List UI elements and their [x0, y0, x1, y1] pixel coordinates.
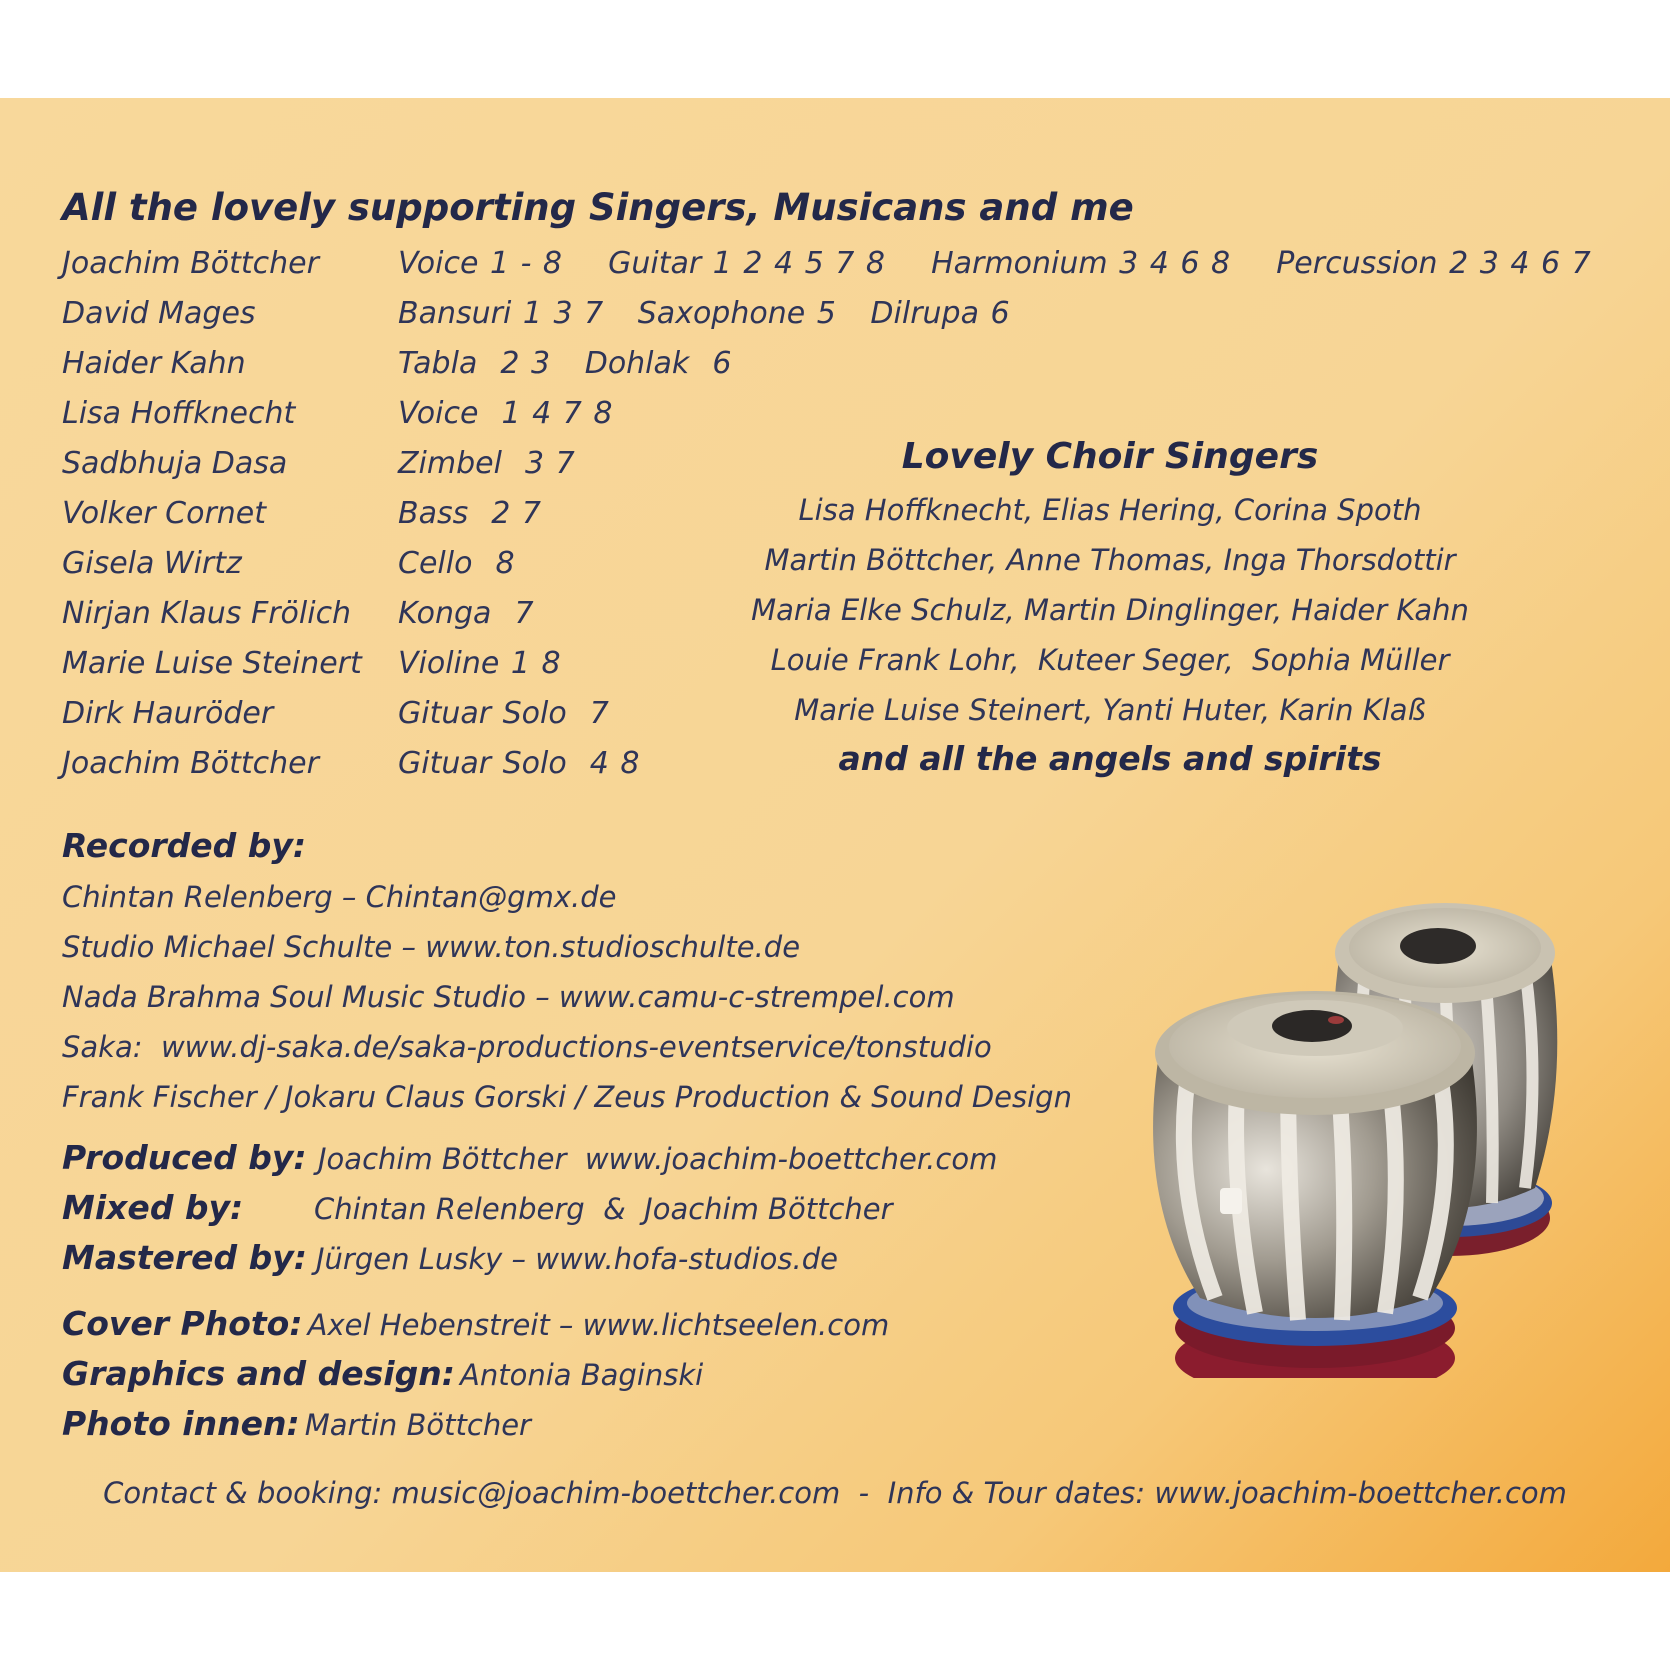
musician-name: Lisa Hoffknecht — [62, 396, 296, 431]
choir-line: Marie Luise Steinert, Yanti Huter, Karin Klaß — [794, 693, 1426, 727]
musician-row — [0, 246, 1670, 296]
tabla-drums-image — [1120, 858, 1590, 1378]
cd-booklet-panel — [0, 98, 1670, 1572]
mixed-label: Mixed by: — [62, 1188, 244, 1227]
choir-line: Lisa Hoffknecht, Elias Hering, Corina Spoth — [798, 493, 1422, 527]
recorded-title: Recorded by: — [62, 826, 307, 865]
musician-row — [0, 296, 1670, 346]
recorded-line: Chintan Relenberg – Chintan@gmx.de — [62, 880, 617, 914]
musician-instruments: Gituar Solo 4 8 — [398, 746, 640, 781]
produced-value: Joachim Böttcher www.joachim-boettcher.com — [318, 1142, 998, 1176]
photo-innen-row — [62, 1404, 1062, 1454]
mixed-row — [62, 1188, 1062, 1238]
musician-name: Dirk Hauröder — [62, 696, 274, 731]
choir-block — [740, 436, 1480, 783]
graphics-value: Antonia Baginski — [459, 1358, 704, 1392]
recorded-block — [62, 820, 1072, 1122]
cover-photo-label: Cover Photo: — [62, 1304, 303, 1343]
musician-instruments: Bass 2 7 — [398, 496, 542, 531]
choir-line: Maria Elke Schulz, Martin Dinglinger, Haider Kahn — [751, 593, 1469, 627]
produced-row — [62, 1138, 1062, 1188]
musicians-heading: All the lovely supporting Singers, Musicans and me — [62, 186, 1134, 229]
musician-name: Joachim Böttcher — [62, 246, 319, 281]
mastered-label: Mastered by: — [62, 1238, 308, 1277]
musician-instruments: Gituar Solo 7 — [398, 696, 609, 731]
graphics-row — [62, 1354, 1062, 1404]
recorded-line: Saka: www.dj-saka.de/saka-productions-eventservice/tonstudio — [62, 1030, 992, 1064]
cover-photo-value: Axel Hebenstreit – www.lichtseelen.com — [307, 1308, 890, 1342]
musician-name: Sadbhuja Dasa — [62, 446, 288, 481]
choir-footer: and all the angels and spirits — [838, 739, 1382, 778]
musician-row — [0, 346, 1670, 396]
choir-line: Louie Frank Lohr, Kuteer Seger, Sophia Müller — [770, 643, 1450, 677]
musician-name: David Mages — [62, 296, 256, 331]
musician-name: Marie Luise Steinert — [62, 646, 362, 681]
choir-title: Lovely Choir Singers — [901, 436, 1319, 477]
choir-line: Martin Böttcher, Anne Thomas, Inga Thorsdottir — [764, 543, 1456, 577]
photo-innen-value: Martin Böttcher — [304, 1408, 531, 1442]
musician-instruments: Konga 7 — [398, 596, 534, 631]
recorded-line: Studio Michael Schulte – www.ton.studioschulte.de — [62, 930, 801, 964]
graphics-label: Graphics and design: — [62, 1354, 455, 1393]
mastered-row — [62, 1238, 1062, 1288]
recorded-line: Frank Fischer / Jokaru Claus Gorski / Zeus Production & Sound Design — [62, 1080, 1072, 1114]
musician-name: Gisela Wirtz — [62, 546, 242, 581]
mixed-value: Chintan Relenberg & Joachim Böttcher — [314, 1192, 893, 1226]
musician-name: Joachim Böttcher — [62, 746, 319, 781]
recorded-line: Nada Brahma Soul Music Studio – www.camu-c-strempel.com — [62, 980, 955, 1014]
musician-instruments: Voice 1 4 7 8 — [398, 396, 613, 431]
photo-innen-label: Photo innen: — [62, 1404, 300, 1443]
musician-name: Nirjan Klaus Frölich — [62, 596, 352, 631]
musician-name: Volker Cornet — [62, 496, 267, 531]
musician-instruments: Zimbel 3 7 — [398, 446, 575, 481]
musician-instruments: Violine 1 8 — [398, 646, 561, 681]
musician-instruments: Tabla 2 3 Dohlak 6 — [398, 346, 732, 381]
musician-name: Haider Kahn — [62, 346, 246, 381]
large-tabla-drum — [1153, 991, 1477, 1378]
mastered-value: Jürgen Lusky – www.hofa-studios.de — [316, 1242, 838, 1276]
musician-instruments: Cello 8 — [398, 546, 515, 581]
contact-line: Contact & booking: music@joachim-boettcher.com - Info & Tour dates: www.joachim-boettcher.com — [103, 1476, 1567, 1510]
cover-photo-row — [62, 1304, 1062, 1354]
musician-instruments: Voice 1 - 8 Guitar 1 2 4 5 7 8 Harmonium 3 4 6 8 Percussion 2 3 4 6 7 — [398, 246, 1591, 281]
musician-instruments: Bansuri 1 3 7 Saxophone 5 Dilrupa 6 — [398, 296, 1010, 331]
produced-label: Produced by: — [62, 1138, 307, 1177]
